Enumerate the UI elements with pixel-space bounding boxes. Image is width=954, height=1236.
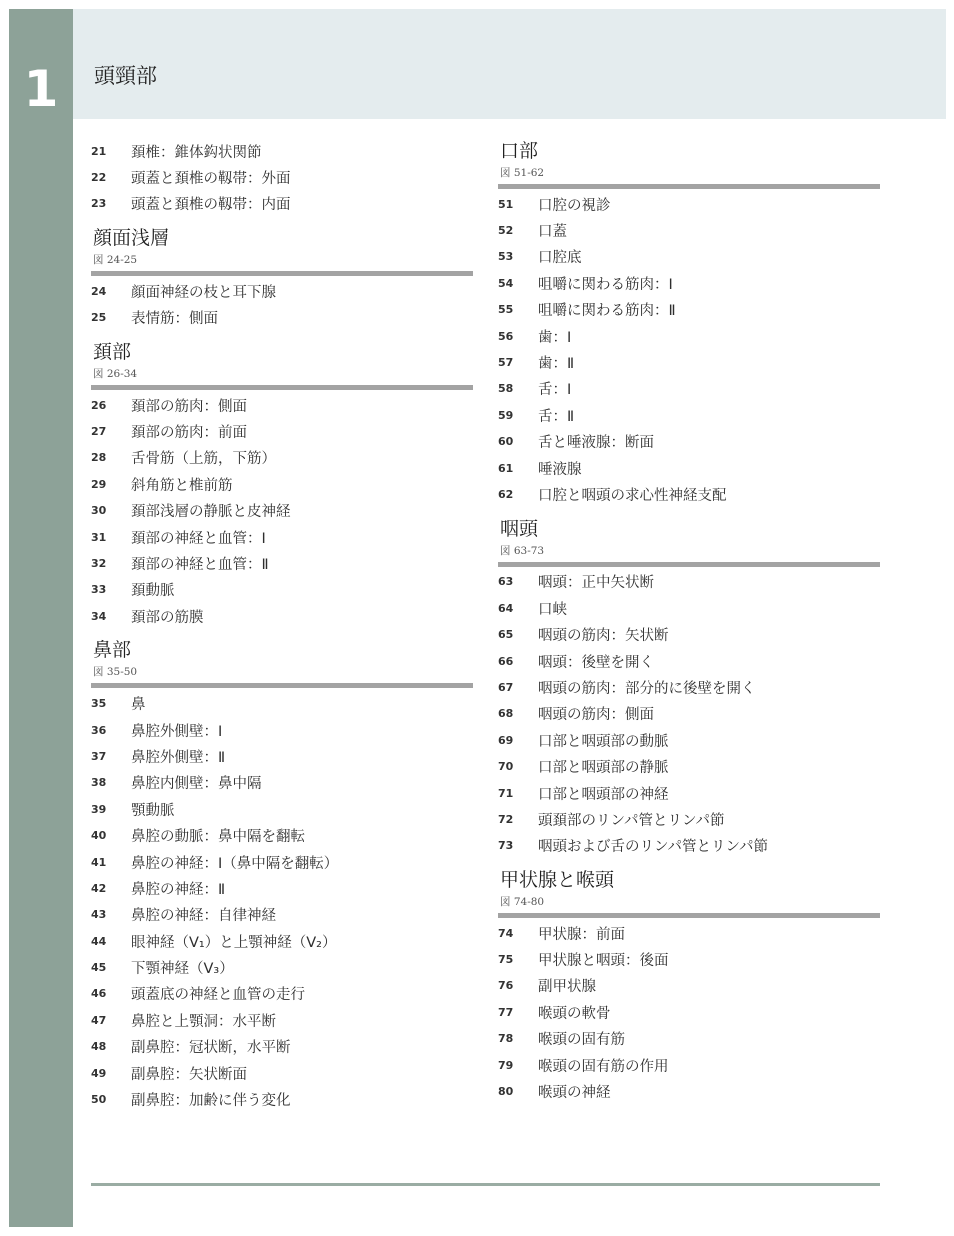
entry-number: 42 xyxy=(91,881,107,895)
entry-number: 80 xyxy=(498,1085,514,1099)
toc-entry[interactable] xyxy=(91,875,473,901)
section-title: 咽頭 xyxy=(500,517,539,540)
entry-number: 62 xyxy=(498,487,514,501)
toc-entry[interactable] xyxy=(498,780,880,806)
entry-title: 鼻腔外側壁：Ⅰ xyxy=(131,723,223,740)
entry-title: 頭蓋と頚椎の靱帯：内面 xyxy=(131,197,291,214)
entry-number: 65 xyxy=(498,628,514,642)
entry-title: 鼻 xyxy=(131,697,146,714)
chapter-header xyxy=(73,9,946,119)
entry-title: 咽頭：後壁を開く xyxy=(538,654,654,671)
toc-entry[interactable] xyxy=(91,1060,473,1086)
entry-title: 下顎神経（V₃） xyxy=(131,961,234,978)
section-title: 顔面浅層 xyxy=(93,227,170,250)
entry-title: 眼神経（V₁）と上顎神経（V₂） xyxy=(131,934,337,951)
toc-entry[interactable] xyxy=(498,402,880,428)
toc-entry[interactable] xyxy=(498,727,880,753)
entry-number: 52 xyxy=(498,224,514,238)
toc-entry[interactable] xyxy=(498,999,880,1025)
toc-entry[interactable] xyxy=(91,577,473,603)
toc-entry[interactable] xyxy=(498,1026,880,1052)
entry-number: 28 xyxy=(91,451,107,465)
right-column xyxy=(498,138,880,1105)
chapter-sidebar xyxy=(9,9,73,1227)
toc-entry[interactable] xyxy=(91,981,473,1007)
section-divider xyxy=(498,913,880,918)
toc-entry[interactable] xyxy=(91,445,473,471)
entry-title: 口腔と咽頭の求心性神経支配 xyxy=(538,487,727,504)
entry-number: 63 xyxy=(498,575,514,589)
entry-title: 甲状腺と咽頭：後面 xyxy=(538,953,669,970)
entry-number: 21 xyxy=(91,144,107,158)
toc-entry[interactable] xyxy=(498,244,880,270)
entry-number: 57 xyxy=(498,356,514,370)
entry-number: 36 xyxy=(91,723,107,737)
entry-number: 67 xyxy=(498,680,514,694)
entry-title: 頚動脈 xyxy=(131,583,175,600)
entry-number: 25 xyxy=(91,311,107,325)
toc-entry[interactable] xyxy=(91,954,473,980)
entry-title: 口蓋 xyxy=(538,224,567,241)
toc-entry[interactable] xyxy=(91,471,473,497)
toc-entry[interactable] xyxy=(498,674,880,700)
left-column xyxy=(91,138,473,1113)
toc-entry[interactable] xyxy=(91,550,473,576)
section-figure-range: 図 35-50 xyxy=(93,666,138,679)
entry-title: 頚部の筋肉：前面 xyxy=(131,425,247,442)
entry-number: 54 xyxy=(498,276,514,290)
entry-title: 頚椎：錐体鈎状関節 xyxy=(131,144,262,161)
entry-number: 44 xyxy=(91,934,107,948)
chapter-title: 頭頸部 xyxy=(94,64,157,88)
entry-number: 49 xyxy=(91,1066,107,1080)
entry-number: 56 xyxy=(498,329,514,343)
entry-number: 32 xyxy=(91,556,107,570)
toc-entry[interactable] xyxy=(498,973,880,999)
entry-title: 甲状腺：前面 xyxy=(538,926,625,943)
toc-entry[interactable] xyxy=(498,806,880,832)
toc-entry[interactable] xyxy=(91,1007,473,1033)
toc-entry[interactable] xyxy=(91,603,473,629)
entry-number: 41 xyxy=(91,855,107,869)
entry-title: 副鼻腔：加齢に伴う変化 xyxy=(131,1093,291,1110)
toc-entry[interactable] xyxy=(91,164,473,190)
entry-number: 46 xyxy=(91,987,107,1001)
entry-title: 鼻腔外側壁：Ⅱ xyxy=(131,749,226,766)
section-divider xyxy=(91,271,473,276)
entry-number: 43 xyxy=(91,908,107,922)
section-title: 頚部 xyxy=(93,340,132,363)
entry-number: 66 xyxy=(498,654,514,668)
entry-number: 22 xyxy=(91,171,107,185)
entry-title: 口部と咽頭部の静脈 xyxy=(538,760,669,777)
entry-number: 71 xyxy=(498,786,514,800)
entry-title: 頚部の神経と血管：Ⅰ xyxy=(131,530,266,547)
toc-entry[interactable] xyxy=(498,191,880,217)
entry-title: 歯：Ⅱ xyxy=(538,356,575,373)
toc-entry[interactable] xyxy=(91,928,473,954)
entry-number: 70 xyxy=(498,760,514,774)
entry-number: 78 xyxy=(498,1032,514,1046)
entry-number: 75 xyxy=(498,953,514,967)
entry-number: 79 xyxy=(498,1058,514,1072)
entry-number: 51 xyxy=(498,197,514,211)
toc-section xyxy=(498,138,880,508)
entry-number: 55 xyxy=(498,303,514,317)
toc-entry[interactable] xyxy=(498,1052,880,1078)
toc-entry[interactable] xyxy=(498,595,880,621)
entry-title: 口腔底 xyxy=(538,250,582,267)
toc-entry[interactable] xyxy=(498,753,880,779)
toc-entry[interactable] xyxy=(498,1078,880,1104)
toc-entry[interactable] xyxy=(91,796,473,822)
toc-entry[interactable] xyxy=(91,498,473,524)
entry-title: 口部と咽頭部の神経 xyxy=(538,786,669,803)
toc-section xyxy=(91,138,473,217)
toc-entry[interactable] xyxy=(91,524,473,550)
entry-title: 鼻腔の動脈：鼻中隔を翻転 xyxy=(131,829,305,846)
entry-title: 頚部浅層の静脈と皮神経 xyxy=(131,504,291,521)
entry-title: 咽頭および舌のリンパ管とリンパ節 xyxy=(538,839,768,856)
entry-title: 鼻腔の神経：Ⅱ xyxy=(131,881,226,898)
toc-entry[interactable] xyxy=(498,323,880,349)
entry-title: 唾液腺 xyxy=(538,461,582,478)
section-figure-range: 図 26-34 xyxy=(93,367,138,380)
entry-number: 38 xyxy=(91,776,107,790)
section-title: 甲状腺と喉頭 xyxy=(500,868,615,891)
toc-entry[interactable] xyxy=(91,1034,473,1060)
bottom-rule xyxy=(91,1183,880,1186)
section-divider xyxy=(91,385,473,390)
entry-number: 27 xyxy=(91,425,107,439)
entry-number: 60 xyxy=(498,435,514,449)
entry-title: 咀嚼に関わる筋肉：Ⅰ xyxy=(538,276,673,293)
entry-title: 斜角筋と椎前筋 xyxy=(131,477,233,494)
entry-title: 頚部の神経と血管：Ⅱ xyxy=(131,556,269,573)
toc-entry[interactable] xyxy=(91,138,473,164)
toc-section xyxy=(91,225,473,331)
entry-title: 歯：Ⅰ xyxy=(538,329,572,346)
toc-entry[interactable] xyxy=(498,833,880,859)
entry-number: 64 xyxy=(498,601,514,615)
toc-entry[interactable] xyxy=(498,217,880,243)
chapter-number: 1 xyxy=(23,60,59,118)
toc-entry[interactable] xyxy=(91,305,473,331)
toc-entry[interactable] xyxy=(498,455,880,481)
entry-title: 鼻腔と上顎洞：水平断 xyxy=(131,1013,276,1030)
toc-section xyxy=(498,516,880,859)
entry-number: 31 xyxy=(91,530,107,544)
toc-section xyxy=(498,867,880,1105)
entry-title: 口腔の視診 xyxy=(538,197,611,214)
entry-title: 頚部の筋膜 xyxy=(131,609,204,626)
section-title: 鼻部 xyxy=(93,639,132,662)
toc-entry[interactable] xyxy=(498,481,880,507)
entry-title: 喉頭の固有筋の作用 xyxy=(538,1058,669,1075)
toc-entry[interactable] xyxy=(498,648,880,674)
entry-number: 76 xyxy=(498,979,514,993)
entry-title: 舌：Ⅱ xyxy=(538,408,575,425)
section-title: 口部 xyxy=(500,140,539,162)
entry-title: 咽頭の筋肉：矢状断 xyxy=(538,628,669,645)
section-figure-range: 図 51-62 xyxy=(500,167,545,179)
toc-entry[interactable] xyxy=(91,1086,473,1112)
entry-number: 40 xyxy=(91,829,107,843)
toc-entry[interactable] xyxy=(91,392,473,418)
entry-number: 61 xyxy=(498,461,514,475)
entry-title: 口峡 xyxy=(538,601,567,618)
entry-number: 47 xyxy=(91,1013,107,1027)
entry-title: 喉頭の神経 xyxy=(538,1085,611,1102)
section-figure-range: 図 74-80 xyxy=(500,895,545,908)
toc-entry[interactable] xyxy=(91,849,473,875)
entry-number: 77 xyxy=(498,1005,514,1019)
entry-number: 30 xyxy=(91,504,107,518)
entry-number: 68 xyxy=(498,707,514,721)
entry-number: 50 xyxy=(91,1093,107,1107)
entry-number: 35 xyxy=(91,697,107,711)
entry-number: 69 xyxy=(498,733,514,747)
toc-entry[interactable] xyxy=(498,946,880,972)
entry-title: 顎動脈 xyxy=(131,802,175,819)
entry-number: 34 xyxy=(91,609,107,623)
entry-number: 53 xyxy=(498,250,514,264)
entry-title: 表情筋：側面 xyxy=(131,311,218,328)
section-figure-range: 図 24-25 xyxy=(93,254,138,267)
toc-entry[interactable] xyxy=(498,270,880,296)
toc-entry[interactable] xyxy=(498,429,880,455)
entry-number: 58 xyxy=(498,382,514,396)
entry-number: 72 xyxy=(498,812,514,826)
entry-title: 頭蓋底の神経と血管の走行 xyxy=(131,987,305,1004)
entry-title: 咀嚼に関わる筋肉：Ⅱ xyxy=(538,303,676,320)
entry-title: 口部と咽頭部の動脈 xyxy=(538,733,669,750)
section-divider xyxy=(498,184,880,189)
entry-number: 37 xyxy=(91,749,107,763)
entry-title: 鼻腔の神経：Ⅰ（鼻中隔を翻転） xyxy=(131,855,339,872)
entry-number: 48 xyxy=(91,1040,107,1054)
entry-title: 副鼻腔：冠状断，水平断 xyxy=(131,1040,291,1057)
entry-title: 頭蓋と頚椎の靱帯：外面 xyxy=(131,171,291,188)
toc-entry[interactable] xyxy=(498,701,880,727)
toc-section xyxy=(91,637,473,1112)
section-divider xyxy=(498,562,880,567)
entry-number: 29 xyxy=(91,477,107,491)
toc-entry[interactable] xyxy=(498,920,880,946)
entry-title: 頭頚部のリンパ管とリンパ節 xyxy=(538,812,725,829)
entry-number: 39 xyxy=(91,802,107,816)
toc-section xyxy=(91,339,473,630)
toc-entry[interactable] xyxy=(91,902,473,928)
entry-title: 頚部の筋肉：側面 xyxy=(131,398,247,415)
entry-title: 副鼻腔：矢状断面 xyxy=(131,1066,247,1083)
toc-entry[interactable] xyxy=(498,621,880,647)
entry-number: 33 xyxy=(91,583,107,597)
toc-entry[interactable] xyxy=(91,770,473,796)
toc-entry[interactable] xyxy=(91,743,473,769)
entry-title: 咽頭の筋肉：部分的に後壁を開く xyxy=(538,680,756,697)
toc-entry[interactable] xyxy=(91,822,473,848)
entry-number: 73 xyxy=(498,839,514,853)
toc-entry[interactable] xyxy=(498,569,880,595)
toc-entry[interactable] xyxy=(498,376,880,402)
entry-title: 咽頭の筋肉：側面 xyxy=(538,707,654,724)
toc-entry[interactable] xyxy=(91,717,473,743)
entry-title: 舌骨筋（上筋，下筋） xyxy=(131,451,276,468)
toc-entry[interactable] xyxy=(91,191,473,217)
section-figure-range: 図 63-73 xyxy=(500,544,545,557)
entry-number: 59 xyxy=(498,408,514,422)
entry-title: 舌と唾液腺：断面 xyxy=(538,435,654,452)
section-divider xyxy=(91,683,473,688)
entry-title: 顔面神経の枝と耳下腺 xyxy=(131,284,276,301)
entry-number: 23 xyxy=(91,197,107,211)
entry-number: 26 xyxy=(91,398,107,412)
entry-title: 喉頭の軟骨 xyxy=(538,1005,611,1022)
entry-title: 副甲状腺 xyxy=(538,979,596,996)
toc-entry[interactable] xyxy=(91,418,473,444)
toc-entry[interactable] xyxy=(91,690,473,716)
entry-number: 24 xyxy=(91,284,107,298)
toc-entry[interactable] xyxy=(498,297,880,323)
entry-number: 74 xyxy=(498,926,514,940)
entry-title: 咽頭：正中矢状断 xyxy=(538,575,654,592)
entry-title: 鼻腔内側壁：鼻中隔 xyxy=(131,776,262,793)
entry-number: 45 xyxy=(91,961,107,975)
entry-title: 舌：Ⅰ xyxy=(538,382,572,399)
toc-entry[interactable] xyxy=(498,349,880,375)
entry-title: 喉頭の固有筋 xyxy=(538,1032,625,1049)
toc-entry[interactable] xyxy=(91,278,473,304)
entry-title: 鼻腔の神経：自律神経 xyxy=(131,908,276,925)
